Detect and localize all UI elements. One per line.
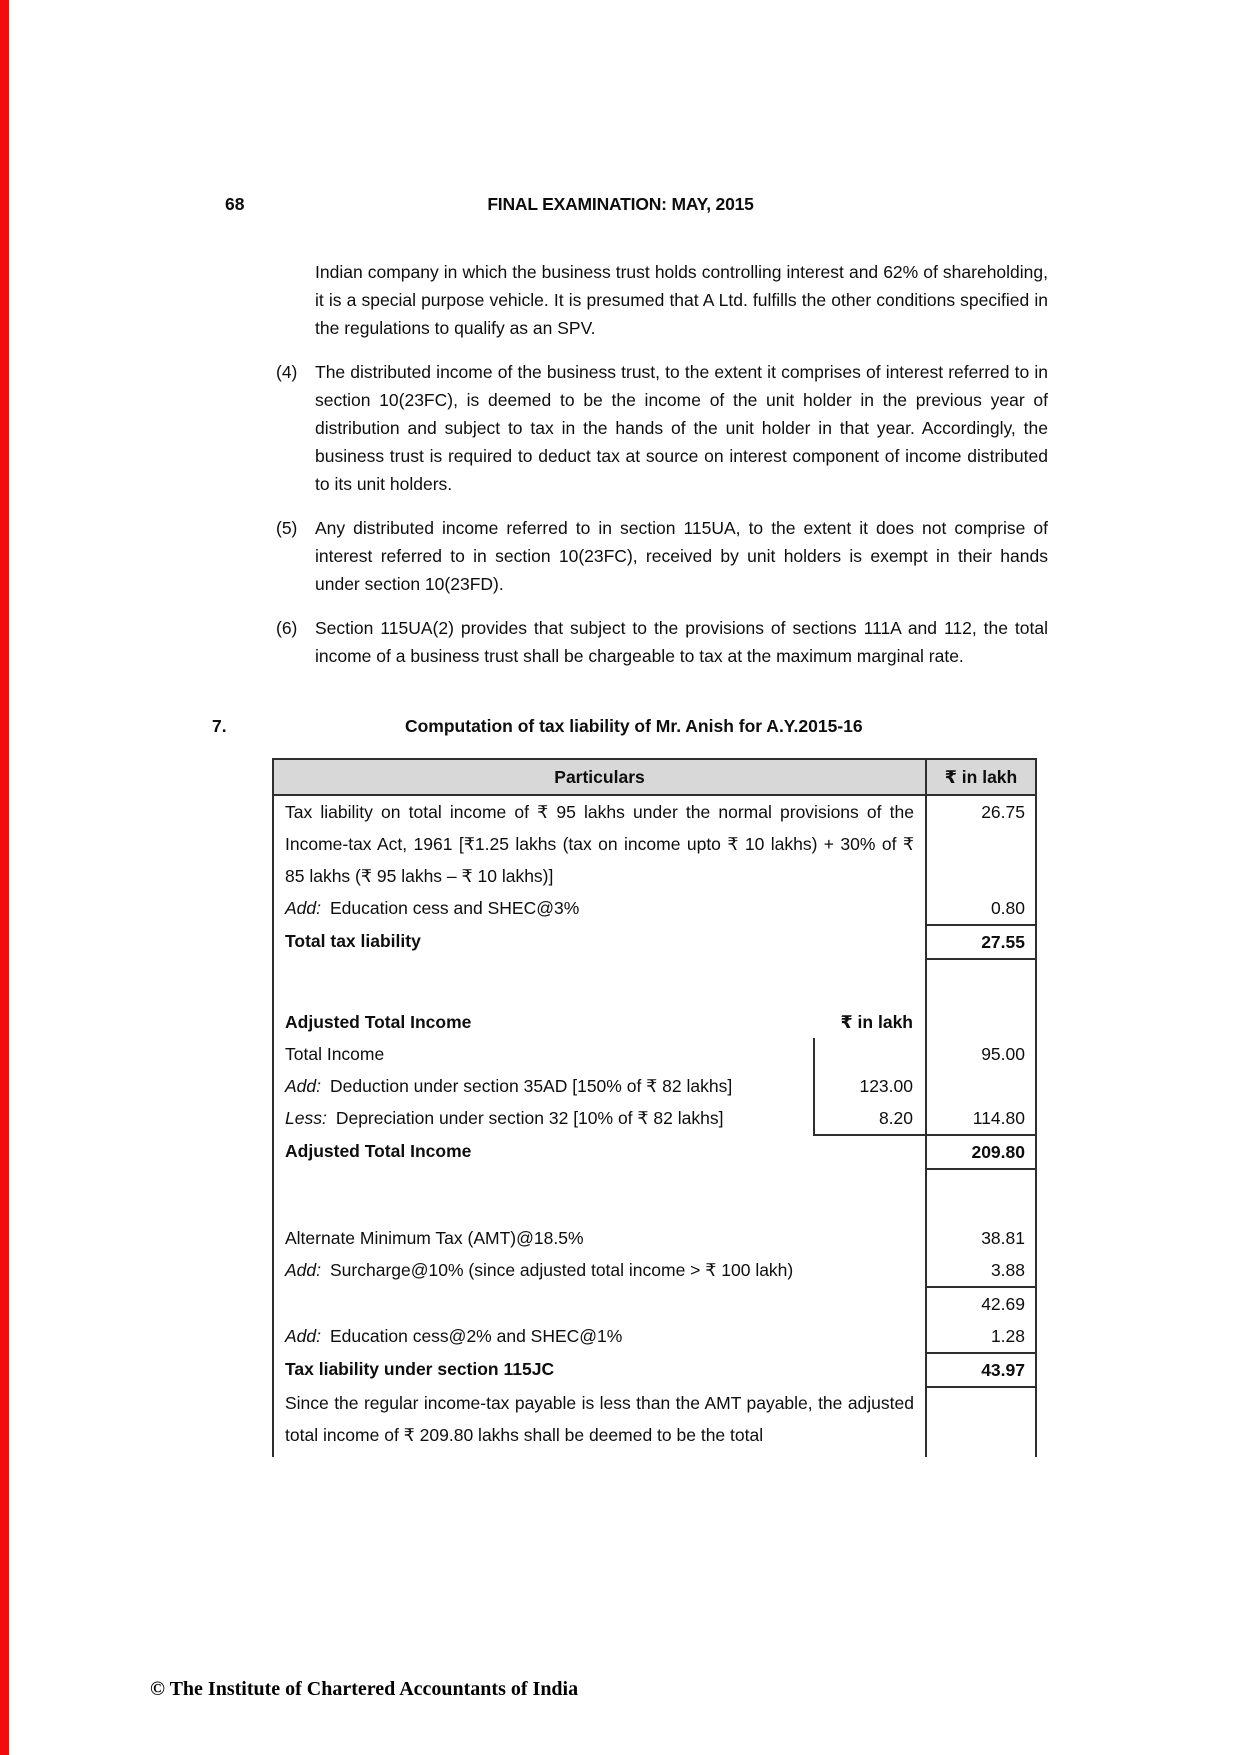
row-amount: 27.55: [926, 925, 1036, 959]
row-label: Surcharge@10% (since adjusted total income > ₹ 100 lakh): [330, 1260, 794, 1280]
header-title: FINAL EXAMINATION: MAY, 2015: [487, 194, 754, 214]
table-row: [273, 1254, 1036, 1287]
body-paragraphs: [276, 258, 1048, 686]
row-label: Total Income: [285, 1044, 385, 1064]
row-label: Adjusted Total Income: [285, 1012, 472, 1032]
table-header-row: [273, 759, 1036, 795]
row-prefix: Add:: [285, 1326, 321, 1346]
spacer-row: [273, 959, 1036, 1006]
table-row-tax-liability-115jc: [273, 1353, 1036, 1387]
section-title: Computation of tax liability of Mr. Anish for A.Y.2015-16: [404, 716, 863, 736]
row-label: Tax liability on total income of ₹ 95 lakhs under the normal provisions of the Income-tax Act, 1961 [₹1.25 lakhs (tax on income upto ₹ 10 lakhs) + 30% of ₹ 85 lakhs (₹ 95 lakhs – ₹ 10 lakhs)]: [285, 802, 914, 886]
paragraph-continuation: [276, 258, 1048, 342]
row-label: Deduction under section 35AD [150% of ₹ 82 lakhs]: [330, 1076, 733, 1096]
row-amount: 26.75: [926, 795, 1036, 892]
table-row: [273, 1102, 1036, 1135]
paragraph-text: The distributed income of the business trust, to the extent it comprises of interest referred to in section 10(23FC), is deemed to be the income of the unit holder in the previous year of distribution and subject to tax in the hands of the unit holder in that year. Accordingly, the business trust is required to deduct tax at source on interest component of income distributed to its unit holders.: [315, 362, 1048, 494]
paragraph-number: [276, 258, 315, 342]
page-header: [0, 194, 1241, 218]
row-amount: 95.00: [926, 1038, 1036, 1070]
row-amount: 114.80: [926, 1102, 1036, 1135]
row-prefix: Add:: [285, 1076, 321, 1096]
row-label: Adjusted Total Income: [285, 1141, 472, 1161]
left-red-stripe: [0, 0, 9, 1755]
column-header-particulars: Particulars: [273, 759, 926, 795]
table-row-adjusted-total-income-header: [273, 1006, 1036, 1038]
tax-computation-table: [272, 758, 1037, 1457]
row-amount: 1.28: [926, 1320, 1036, 1353]
paragraph-number: (6): [276, 618, 298, 638]
column-header-amount: ₹ in lakh: [926, 759, 1036, 795]
footer-copyright: © The Institute of Chartered Accountants of India: [150, 1678, 579, 1700]
row-label: Education cess@2% and SHEC@1%: [330, 1326, 623, 1346]
table-row: [273, 1320, 1036, 1353]
section-number: 7.: [212, 716, 227, 736]
row-amount: 38.81: [926, 1222, 1036, 1254]
paragraph-4: [276, 358, 1048, 498]
row-sub-amount: 123.00: [814, 1070, 926, 1102]
table-row-adjusted-total-income: [273, 1135, 1036, 1169]
paragraph-6: [276, 614, 1048, 670]
row-amount: 43.97: [926, 1353, 1036, 1387]
table-row: [273, 1038, 1036, 1070]
row-label: Since the regular income-tax payable is less than the AMT payable, the adjusted total income of ₹ 209.80 lakhs shall be deemed to be the total: [285, 1393, 914, 1445]
table-row: [273, 1287, 1036, 1320]
spacer-row: [273, 1169, 1036, 1222]
row-amount: 209.80: [926, 1135, 1036, 1169]
paragraph-number: (5): [276, 518, 298, 538]
section-7-heading: [212, 716, 1041, 737]
table-row-total-tax-liability: [273, 925, 1036, 959]
sub-column-header: ₹ in lakh: [840, 1012, 913, 1032]
row-amount: 3.88: [926, 1254, 1036, 1287]
table-row: [273, 795, 1036, 892]
paragraph-text: Section 115UA(2) provides that subject to the provisions of sections 111A and 112, the total income of a business trust shall be chargeable to tax at the maximum marginal rate.: [315, 618, 1048, 666]
row-amount: 0.80: [926, 892, 1036, 925]
table-row: [273, 1222, 1036, 1254]
page-number: 68: [225, 194, 245, 214]
table-row-note: [273, 1387, 1036, 1457]
paragraph-text: Any distributed income referred to in section 115UA, to the extent it does not comprise of interest referred to in section 10(23FC), received by unit holders is exempt in their hands under section 10(23FD).: [315, 518, 1048, 594]
table-row: [273, 1070, 1036, 1102]
table-row: [273, 892, 1036, 925]
row-label: Depreciation under section 32 [10% of ₹ 82 lakhs]: [335, 1108, 724, 1128]
row-label: Tax liability under section 115JC: [285, 1359, 555, 1379]
paragraph-5: [276, 514, 1048, 598]
row-label: Education cess and SHEC@3%: [330, 898, 580, 918]
row-sub-amount: 8.20: [814, 1102, 926, 1135]
row-prefix: Add:: [285, 898, 321, 918]
row-label: Total tax liability: [285, 931, 421, 951]
row-amount: 42.69: [926, 1287, 1036, 1320]
paragraph-number: (4): [276, 362, 298, 382]
paragraph-text: Indian company in which the business trust holds controlling interest and 62% of shareholding, it is a special purpose vehicle. It is presumed that A Ltd. fulfills the other conditions specified in the regulations to qualify as an SPV.: [315, 262, 1048, 338]
row-label: Alternate Minimum Tax (AMT)@18.5%: [285, 1228, 584, 1248]
row-label: [273, 1287, 926, 1320]
row-prefix: Less:: [285, 1108, 327, 1128]
row-prefix: Add:: [285, 1260, 321, 1280]
